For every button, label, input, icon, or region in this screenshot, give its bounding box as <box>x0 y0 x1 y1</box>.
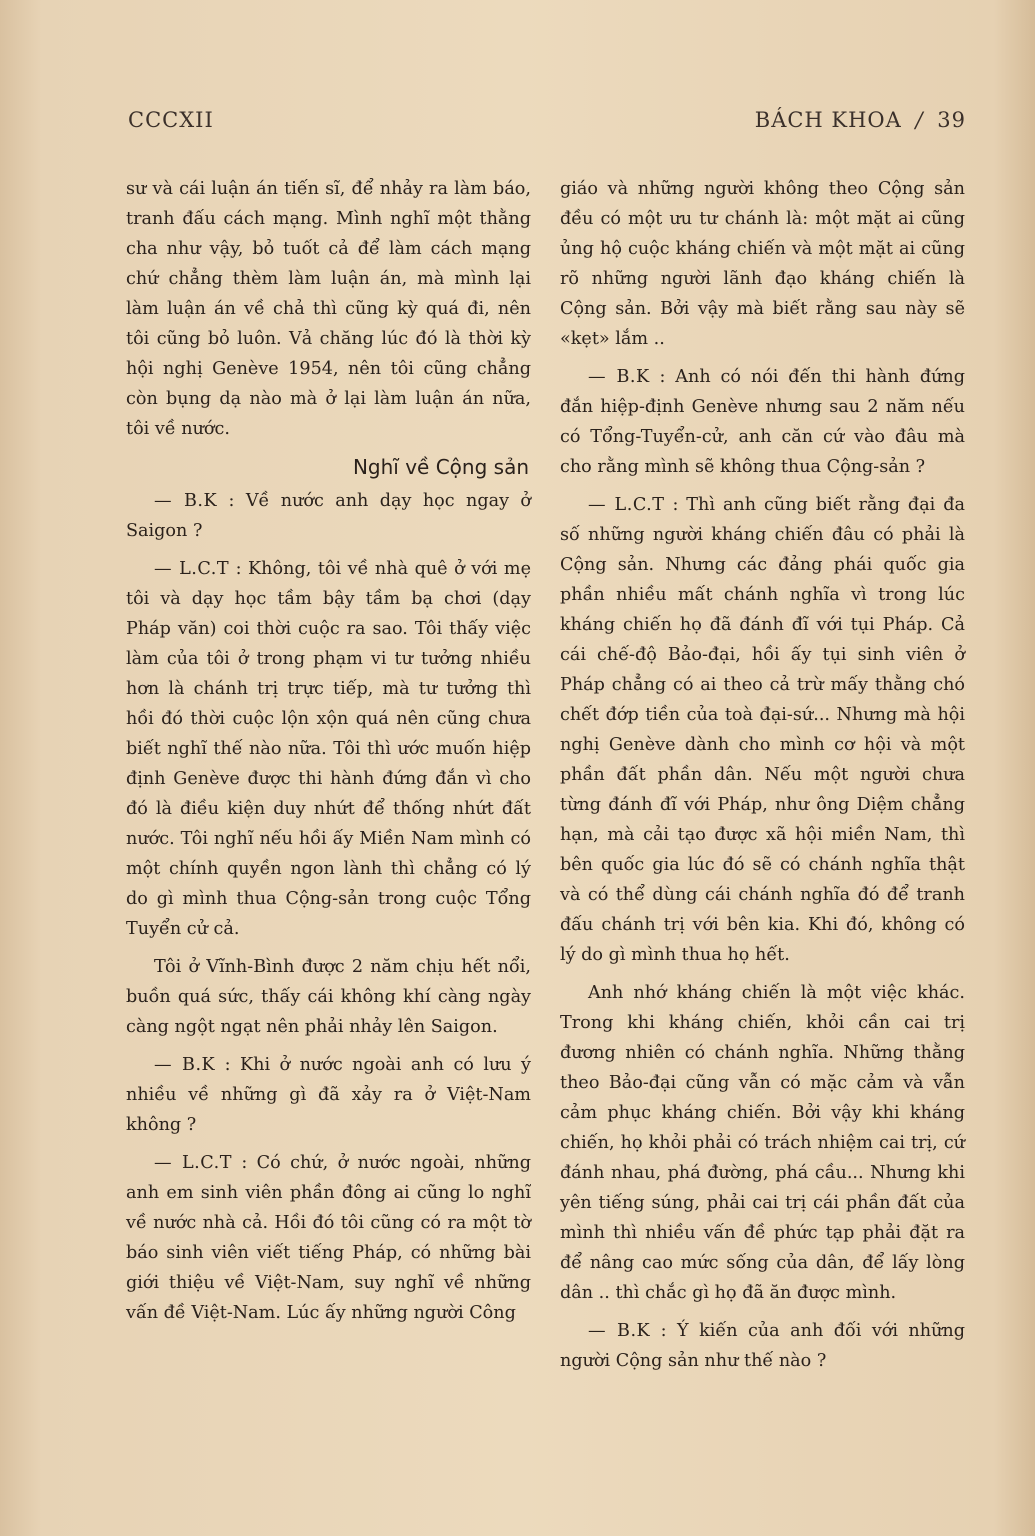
dialogue-paragraph <box>560 174 965 354</box>
speaker-label: — L.C.T <box>154 559 230 579</box>
dialogue-text: : Ý kiến của anh đối với những người Cộng sản như thế nào ? <box>560 1321 966 1371</box>
speaker-label: — B.K <box>588 1321 651 1341</box>
left-column <box>126 174 531 1336</box>
dialogue-paragraph <box>126 486 531 546</box>
right-column <box>560 174 965 1384</box>
publication-title: BÁCH KHOA <box>754 108 902 132</box>
dialogue-paragraph <box>560 978 965 1308</box>
dialogue-text: : Anh có nói đến thi hành đứng đắn hiệp-định Genève nhưng sau 2 năm nếu có Tổng-Tuyển-cử, anh căn cứ vào đâu mà cho rằng mình sẽ không thua Cộng-sản ? <box>560 367 966 477</box>
dialogue-text: : Thì anh cũng biết rằng đại đa số những người kháng chiến đâu có phải là Cộng sản. Nhưng các đảng phái quốc gia phần nhiều mất chánh nghĩa vì trong lúc kháng chiến họ đã đánh đĩ với tụi Pháp. Cả cái chế-độ Bảo-đại, hồi ấy tụi sinh viên ở Pháp chẳng có ai theo cả trừ mấy thằng chó chết đớp tiền của toà đại-sứ... Nhưng mà hội nghị Genève dành cho mình cơ hội và một phần đất phần dân. Nếu một người chưa từng đánh đĩ với Pháp, như ông Diệm chẳng hạn, mà cải tạo được xã hội miền Nam, thì bên quốc gia lúc đó sẽ có chánh nghĩa thật và có thể dùng cái chánh nghĩa đó để tranh đấu chánh trị với bên kia. Khi đó, không có lý do gì mình thua họ hết. <box>560 495 966 965</box>
publication-and-page <box>755 108 966 132</box>
running-header <box>128 108 966 140</box>
dialogue-text: : Khi ở nước ngoài anh có lưu ý nhiều về những gì đã xảy ra ở Việt-Nam không ? <box>126 1055 531 1135</box>
dialogue-text: : Có chứ, ở nước ngoài, những anh em sinh viên phần đông ai cũng lo nghĩ về nước nhà cả. Hồi đó tôi cũng có ra một tờ báo sinh viên viết tiếng Pháp, có những bài giới thiệu về Việt-Nam, suy nghĩ về những vấn đề Việt-Nam. Lúc ấy những người Công <box>126 1153 532 1323</box>
header-separator: / <box>915 108 924 132</box>
page-number: 39 <box>937 108 966 132</box>
volume-number: CCCXII <box>128 108 214 132</box>
dialogue-text: : Không, tôi về nhà quê ở với mẹ tôi và dạy học tầm bậy tầm bạ chơi (dạy Pháp văn) coi thời cuộc ra sao. Tôi thấy việc làm của tôi ở trong phạm vi tư tưởng nhiều hơn là chánh trị trực tiếp, mà tư tưởng thì hồi đó thời cuộc lộn xộn quá nên cũng chưa biết nghĩ thế nào nữa. Tôi thì ước muốn hiệp định Genève được thi hành đứng đắn vì cho đó là điều kiện duy nhứt để thống nhứt đất nước. Tôi nghĩ nếu hồi ấy Miền Nam mình có một chính quyền ngon lành thì chẳng có lý do gì mình thua Cộng-sản trong cuộc Tổng Tuyển cử cả. <box>126 559 532 939</box>
dialogue-paragraph <box>560 1316 965 1376</box>
dialogue-paragraph <box>126 1050 531 1140</box>
section-heading: Nghĩ về Cộng sản <box>352 455 529 479</box>
speaker-label: — L.C.T <box>588 495 665 515</box>
dialogue-paragraph <box>126 554 531 944</box>
dialogue-text: : Về nước anh dạy học ngay ở Saigon ? <box>126 491 531 541</box>
speaker-label: — L.C.T <box>154 1153 232 1173</box>
dialogue-paragraph <box>560 490 965 970</box>
dialogue-text: giáo và những người không theo Cộng sản đều có một ưu tư chánh là: một mặt ai cũng ủng hộ cuộc kháng chiến và một mặt ai cũng rõ những người lãnh đạo kháng chiến là Cộng sản. Bởi vậy mà biết rằng sau này sẽ «kẹt» lắm .. <box>560 179 965 349</box>
speaker-label: — B.K <box>154 491 218 511</box>
speaker-label: — B.K <box>154 1055 216 1075</box>
dialogue-paragraph <box>126 1148 531 1328</box>
dialogue-text: Anh nhớ kháng chiến là một việc khác. Trong khi kháng chiến, khỏi cần cai trị đương nhiên có chánh nghĩa. Những thằng theo Bảo-đại cũng vẫn có mặc cảm và vẫn cảm phục kháng chiến. Bởi vậy khi kháng chiến, họ khỏi phải có trách nhiệm cai trị, cứ đánh nhau, phá đường, phá cầu... Nhưng khi yên tiếng súng, phải cai trị cái phần đất của mình thì nhiều vấn đề phức tạp phải đặt ra để nâng cao mức sống của dân, để lấy lòng dân .. thì chắc gì họ đã ăn được mình. <box>560 983 965 1303</box>
dialogue-paragraph <box>560 362 965 482</box>
speaker-label: — B.K <box>588 367 650 387</box>
dialogue-text: Tôi ở Vĩnh-Bình được 2 năm chịu hết nổi, buồn quá sức, thấy cái không khí càng ngày càng ngột ngạt nên phải nhảy lên Saigon. <box>126 957 531 1037</box>
dialogue-paragraph <box>126 952 531 1042</box>
paragraph: sư và cái luận án tiến sĩ, để nhảy ra làm báo, tranh đấu cách mạng. Mình nghĩ một thằng cha như vậy, bỏ tuốt cả để làm cách mạng chứ chẳng thèm làm luận án, mà mình lại làm luận án về chả thì cũng kỳ quá đi, nên tôi cũng bỏ luôn. Vả chăng lúc đó là thời kỳ hội nghị Genève 1954, nên tôi cũng chẳng còn bụng dạ nào mà ở lại làm luận án nữa, tôi về nước. <box>126 179 531 439</box>
